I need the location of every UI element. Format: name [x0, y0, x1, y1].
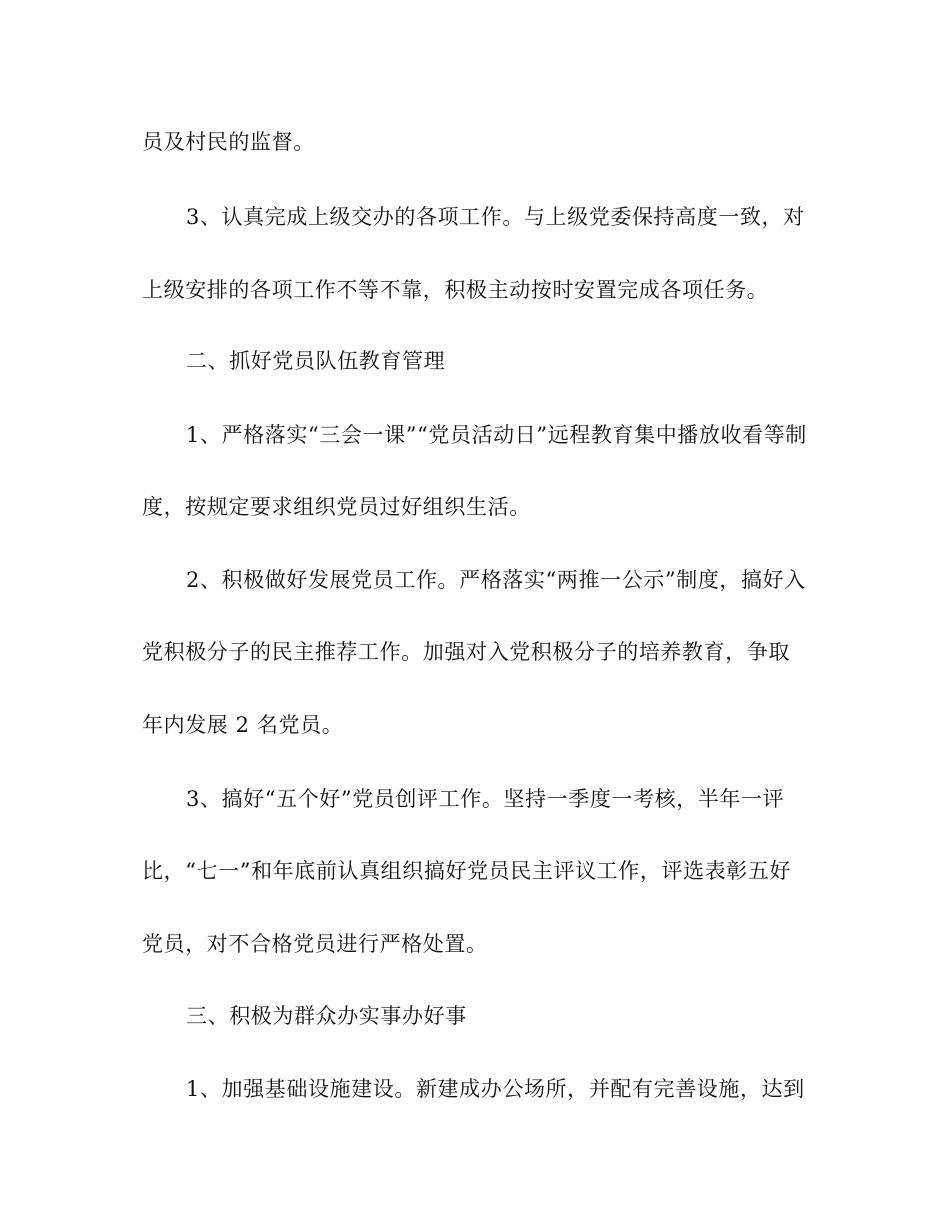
- section-heading: 二、抓好党员队伍教育管理: [186, 349, 446, 373]
- text-line: 比，“七一”和年底前认真组织搞好党员民主评议工作，评选表彰五好: [142, 859, 792, 883]
- text-line: 上级安排的各项工作不等不靠，积极主动按时安置完成各项任务。: [142, 278, 769, 302]
- section-heading: 三、积极为群众办实事办好事: [186, 1004, 467, 1028]
- text-line: 党积极分子的民主推荐工作。加强对入党积极分子的培养教育，争取: [142, 640, 790, 664]
- text-line: 2、积极做好发展党员工作。严格落实“两推一公示”制度，搞好入: [186, 568, 806, 592]
- text-line: 员及村民的监督。: [142, 130, 315, 154]
- text-line: 3、认真完成上级交办的各项工作。与上级党委保持高度一致，对: [186, 205, 805, 229]
- text-line: 党员，对不合格党员进行严格处置。: [142, 932, 488, 956]
- text-line: 3、搞好“五个好”党员创评工作。坚持一季度一考核，半年一评: [186, 787, 785, 811]
- text-line: 1、严格落实“三会一课”“党员活动日”远程教育集中播放收看等制: [186, 423, 807, 447]
- text-line: 度，按规定要求组织党员过好组织生活。: [142, 495, 531, 519]
- text-line: 年内发展 2 名党员。: [142, 713, 344, 737]
- text-line: 1、加强基础设施建设。新建成办公场所，并配有完善设施，达到: [186, 1077, 805, 1101]
